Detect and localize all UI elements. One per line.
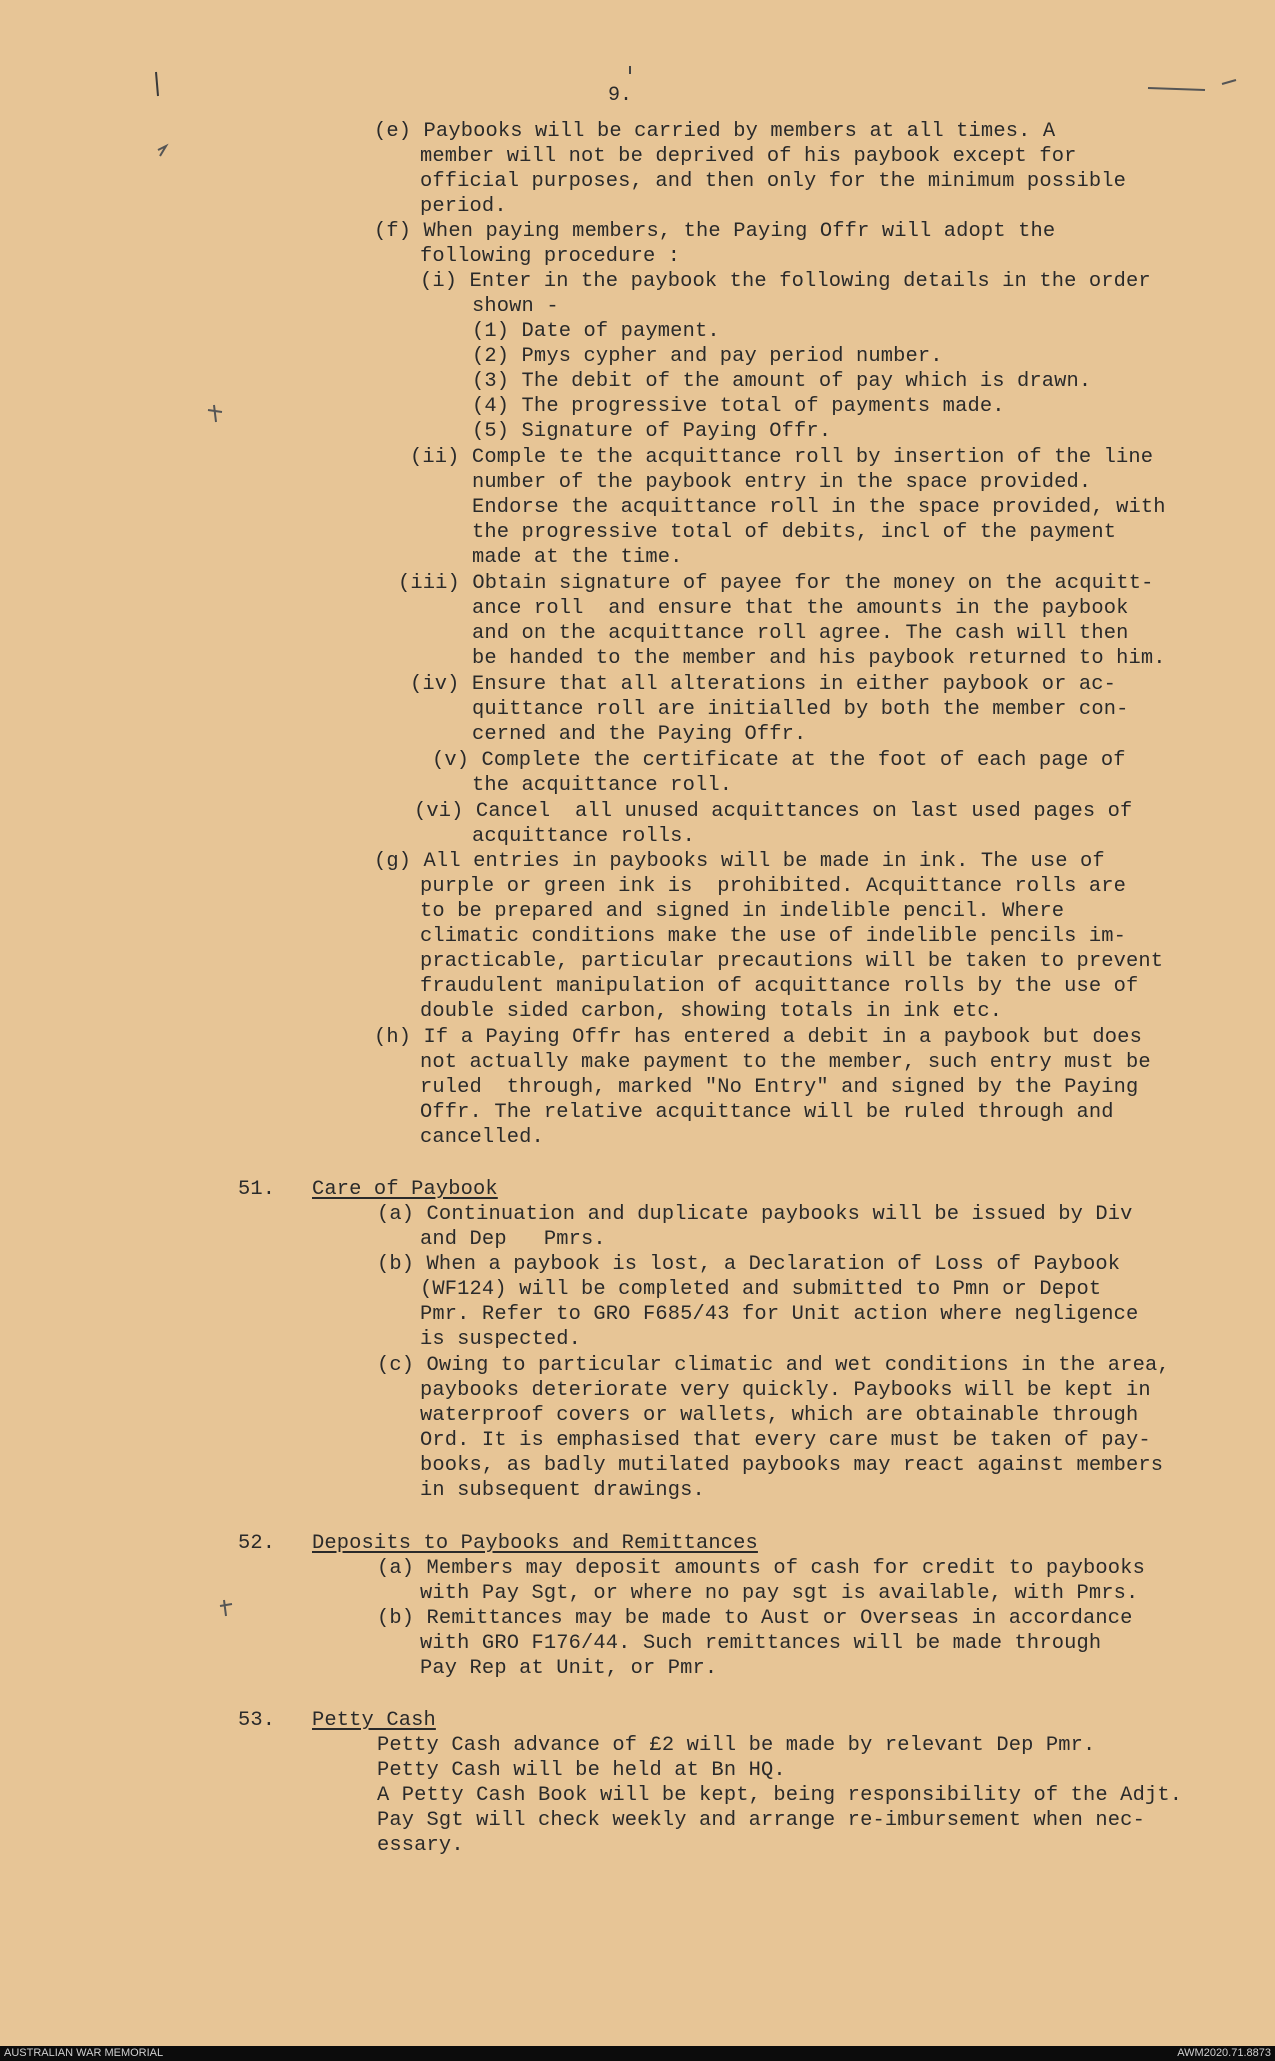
text-line: 53. <box>238 1709 276 1732</box>
text-line: (h) If a Paying Offr has entered a debit in a paybook but does <box>374 1026 1142 1049</box>
text-line: (5) Signature of Paying Offr. <box>472 420 832 443</box>
text-line: (c) Owing to particular climatic and wet conditions in the area, <box>377 1354 1170 1377</box>
text-line: not actually make payment to the member, such entry must be <box>420 1051 1151 1074</box>
text-line: (g) All entries in paybooks will be made in ink. The use of <box>374 850 1105 873</box>
text-line: (3) The debit of the amount of pay which is drawn. <box>472 370 1092 393</box>
text-line: to be prepared and signed in indelible pencil. Where <box>420 900 1065 923</box>
text-line: A Petty Cash Book will be kept, being responsibility of the Adjt. <box>377 1784 1183 1807</box>
text-line: practicable, particular precautions will be taken to prevent <box>420 950 1164 973</box>
text-line: Ord. It is emphasised that every care must be taken of pay- <box>420 1429 1151 1452</box>
text-line: cancelled. <box>420 1126 544 1149</box>
text-line: (a) Members may deposit amounts of cash for credit to paybooks <box>377 1557 1145 1580</box>
text-line: (b) When a paybook is lost, a Declaration of Loss of Paybook <box>377 1253 1121 1276</box>
text-line: (1) Date of payment. <box>472 320 720 343</box>
text-line: (iv) Ensure that all alterations in either paybook or ac- <box>410 673 1117 696</box>
text-line: 51. <box>238 1178 276 1201</box>
text-line: Pmr. Refer to GRO F685/43 for Unit action where negligence <box>420 1303 1139 1326</box>
text-line: 52. <box>238 1532 276 1555</box>
text-line: double sided carbon, showing totals in ink etc. <box>420 1000 1003 1023</box>
text-line: Petty Cash advance of £2 will be made by relevant Dep Pmr. <box>377 1734 1096 1757</box>
text-line: quittance roll are initialled by both the member con- <box>472 698 1129 721</box>
text-line: (4) The progressive total of payments made. <box>472 395 1005 418</box>
text-line: climatic conditions make the use of indelible pencils im- <box>420 925 1127 948</box>
text-line: essary. <box>377 1834 464 1857</box>
text-line: Endorse the acquittance roll in the space provided, with <box>472 496 1166 519</box>
text-line: is suspected. <box>420 1328 582 1351</box>
text-line: made at the time. <box>472 546 683 569</box>
footer-institution: AUSTRALIAN WAR MEMORIAL <box>4 2047 164 2059</box>
text-line: Petty Cash will be held at Bn HQ. <box>377 1759 786 1782</box>
page-number: 9. <box>608 84 633 107</box>
text-line: be handed to the member and his paybook returned to him. <box>472 647 1166 670</box>
text-line: Offr. The relative acquittance will be ruled through and <box>420 1101 1114 1124</box>
archive-footer <box>0 2046 1275 2061</box>
text-line: ruled through, marked "No Entry" and signed by the Paying <box>420 1076 1139 1099</box>
footer-item-id: AWM2020.71.8873 <box>1177 2047 1271 2059</box>
text-line: the progressive total of debits, incl of the payment <box>472 521 1117 544</box>
text-line: paybooks deteriorate very quickly. Paybooks will be kept in <box>420 1379 1151 1402</box>
text-line: (f) When paying members, the Paying Offr will adopt the <box>374 220 1056 243</box>
text-line: (WF124) will be completed and submitted to Pmn or Depot <box>420 1278 1102 1301</box>
text-line: books, as badly mutilated paybooks may react against members <box>420 1454 1164 1477</box>
text-line: with GRO F176/44. Such remittances will be made through <box>420 1632 1102 1655</box>
text-line: with Pay Sgt, or where no pay sgt is available, with Pmrs. <box>420 1582 1139 1605</box>
text-line: shown - <box>472 295 559 318</box>
section-heading: Deposits to Paybooks and Remittances <box>312 1532 758 1555</box>
text-line: cerned and the Paying Offr. <box>472 723 807 746</box>
text-line: (e) Paybooks will be carried by members at all times. A <box>374 120 1056 143</box>
text-line: Pay Sgt will check weekly and arrange re-imbursement when nec- <box>377 1809 1145 1832</box>
text-line: (iii) Obtain signature of payee for the money on the acquitt- <box>398 572 1154 595</box>
text-line: (ii) Comple te the acquittance roll by insertion of the line <box>410 446 1154 469</box>
text-line: official purposes, and then only for the minimum possible <box>420 170 1127 193</box>
text-line: (2) Pmys cypher and pay period number. <box>472 345 943 368</box>
text-line: (b) Remittances may be made to Aust or Overseas in accordance <box>377 1607 1133 1630</box>
text-line: (vi) Cancel all unused acquittances on last used pages of <box>414 800 1133 823</box>
text-line: (i) Enter in the paybook the following details in the order <box>420 270 1151 293</box>
text-line: purple or green ink is prohibited. Acquittance rolls are <box>420 875 1127 898</box>
text-line: fraudulent manipulation of acquittance rolls by the use of <box>420 975 1139 998</box>
text-line: Pay Rep at Unit, or Pmr. <box>420 1657 718 1680</box>
text-line: in subsequent drawings. <box>420 1479 705 1502</box>
text-line: acquittance rolls. <box>472 825 695 848</box>
text-line: the acquittance roll. <box>472 774 733 797</box>
text-line: and Dep Pmrs. <box>420 1228 606 1251</box>
text-line: (v) Complete the certificate at the foot of each page of <box>432 749 1126 772</box>
section-heading: Care of Paybook <box>312 1178 498 1201</box>
text-line: member will not be deprived of his paybook except for <box>420 145 1077 168</box>
text-line: number of the paybook entry in the space provided. <box>472 471 1092 494</box>
text-line: period. <box>420 195 507 218</box>
text-line: ance roll and ensure that the amounts in the paybook <box>472 597 1129 620</box>
text-line: (a) Continuation and duplicate paybooks will be issued by Div <box>377 1203 1133 1226</box>
text-line: waterproof covers or wallets, which are obtainable through <box>420 1404 1139 1427</box>
section-heading: Petty Cash <box>312 1709 436 1732</box>
text-line: and on the acquittance roll agree. The cash will then <box>472 622 1129 645</box>
text-line: following procedure : <box>420 245 681 268</box>
